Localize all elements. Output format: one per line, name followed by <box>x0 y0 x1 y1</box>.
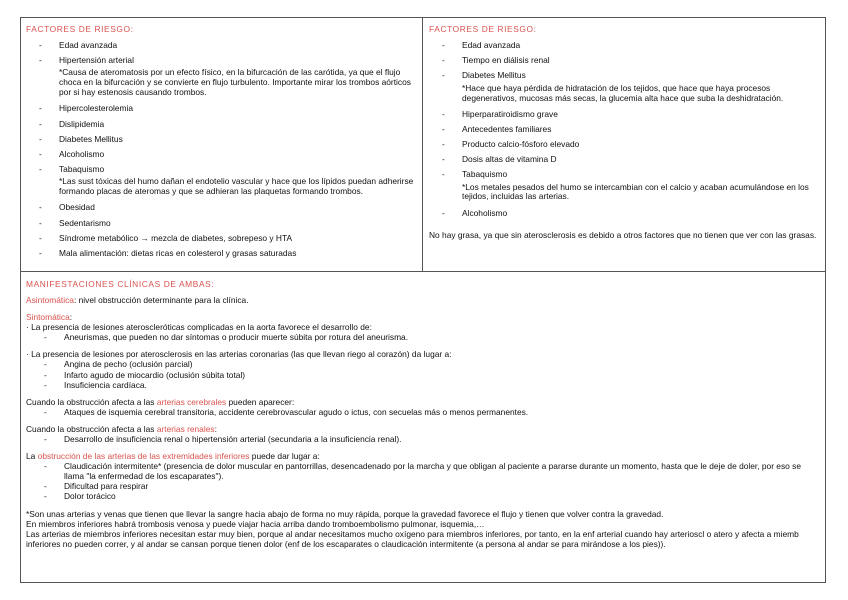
lower-pre: La <box>26 451 38 462</box>
cerebral-pre: Cuando la obstrucción afecta a las <box>26 396 157 407</box>
list-item: - Infarto agudo de miocardio (oclusión súbita total) <box>26 370 819 380</box>
symptomatic-label: Sintomática <box>26 312 70 323</box>
risk-list <box>26 202 416 258</box>
lower-post: puede dar lugar a: <box>249 451 320 462</box>
list-item: - Angina de pecho (oclusión parcial) <box>26 359 819 369</box>
footnote: Las arterias de miembros inferiores necesitan estar muy bien, porque al andar necesitamos mucho oxígeno para miembros inferiores, por tanto, en la enf arterial cuando hay arterioscl o atero y afecta a miemb inferiores no pueden correr, y al andar se cansan porque tienen dolor (enf de los escaparates o claudicación intermitente (a persona al andar se para mirándose a los pies)). <box>26 528 799 549</box>
list-item: - Dosis altas de vitamina D <box>429 154 819 164</box>
list-item: - Diabetes Mellitus <box>26 134 416 144</box>
risk-factors-table <box>21 18 825 272</box>
cerebral-intro <box>26 397 819 407</box>
list-item: - Hiperparatiroidismo grave <box>429 109 819 119</box>
footnote: En miembros inferiores habrá trombosis venosa y puede viajar hacia arriba dando tromboembolismo pulmonar, isquemia,… <box>26 519 485 530</box>
risk-list <box>26 40 416 65</box>
lower-limbs-list <box>26 461 819 501</box>
list-item: - Mala alimentación: dietas ricas en colesterol y grasas saturadas <box>26 248 416 258</box>
footnotes <box>26 510 819 549</box>
list-item: - Hipertensión arterial <box>26 55 416 65</box>
list-item: - Edad avanzada <box>429 40 819 50</box>
asymptomatic-text: : nivel obstrucción determinante para la clínica. <box>73 295 249 306</box>
note-smoking: *Las sust tóxicas del humo dañan el endotelio vascular y hace que los lípidos puedan adherirse formando placas de ateromas y que se adhieran las plaquetas formando trombos. <box>59 176 414 197</box>
no-fat-note: No hay grasa, ya que sin aterosclerosis es debido a otros factores que no tienen que ver con las grasas. <box>429 229 817 240</box>
list-item: - Producto calcio-fósforo elevado <box>429 139 819 149</box>
renal-pre: Cuando la obstrucción afecta a las <box>26 423 157 434</box>
symptomatic-colon: : <box>69 312 73 323</box>
list-item: - Hipercolesterolemia <box>26 103 416 113</box>
asymptomatic-label: Asintomática <box>26 295 74 306</box>
note-smoking: *Los metales pesados del humo se intercambian con el calcio y acaban acumulándose en los tejidos, incluidas las arterias. <box>462 181 809 202</box>
list-item: - Sedentarismo <box>26 218 416 228</box>
renal-post: : <box>214 423 217 434</box>
list-item: - Dislipidemia <box>26 119 416 129</box>
section-title: MANIFESTACIONES CLÍNICAS DE AMBAS: <box>26 279 215 289</box>
risk-list <box>26 103 416 174</box>
list-item: - Aneurismas, que pueden no dar síntomas o producir muerte súbita por rotura del aneurisma. <box>26 332 819 342</box>
note-diabetes: *Hace que haya pérdida de hidratación de los tejidos, que hace que haya procesos degenerativos, mucosas más secas, la glucemia alta hace que suba la deshidratación. <box>462 82 784 103</box>
risk-factors-arteriosclerosis <box>423 18 825 271</box>
list-item: - Desarrollo de insuficiencia renal o hipertensión arterial (secundaria a la insuficiencia renal). <box>26 434 819 444</box>
list-item: - Ataques de isquemia cerebral transitoria, accidente cerebrovascular agudo o ictus, con secuelas más o menos permanentes. <box>26 407 819 417</box>
footnote: *Son unas arterias y venas que tienen que llevar la sangre hacia abajo de forma no muy rápida, porque la gravedad favorece el flujo y tienen que volver contra la gravedad. <box>26 509 664 520</box>
list-item: - Dificultad para respirar <box>26 481 819 491</box>
lower-limbs-intro <box>26 451 819 461</box>
list-item: - Tiempo en diálisis renal <box>429 55 819 65</box>
list-item: - Diabetes Mellitus <box>429 70 819 80</box>
risk-list <box>429 109 819 180</box>
list-item: - Tabaquismo <box>26 164 416 174</box>
cerebral-post: pueden aparecer: <box>226 396 295 407</box>
symptomatic-line <box>26 312 819 322</box>
list-item: - Alcoholismo <box>429 208 819 218</box>
section-title: FACTORES DE RIESGO: <box>429 24 537 34</box>
aorta-intro: · La presencia de lesiones ateroscleróticas complicadas en la aorta favorece el desarrollo de: <box>26 322 372 333</box>
lower-limb-arteries: obstrucción de las arterias de las extremidades inferiores <box>37 451 250 462</box>
coronary-intro: · La presencia de lesiones por aterosclerosis en las arterias coronarias (las que llevan riego al corazón) da lugar a: <box>26 349 452 360</box>
renal-arteries: arterias renales <box>156 423 215 434</box>
list-item: - Claudicación intermitente* (presencia de dolor muscular en pantorrillas, desencadenado por la marcha y que obligan al paciente a pararse durante un momento, hasta que le deje de doler, por eso se llama "la enfermedad de los escaparates"). <box>26 461 819 481</box>
coronary-list <box>26 359 819 389</box>
cerebral-arteries: arterias cerebrales <box>156 396 227 407</box>
list-item: - Dolor torácico <box>26 491 819 501</box>
cerebral-list <box>26 407 819 417</box>
asymptomatic-line <box>26 295 819 305</box>
section-title: FACTORES DE RIESGO: <box>26 24 134 34</box>
risk-list <box>429 40 819 80</box>
risk-factors-atherosclerosis <box>21 18 423 271</box>
document-page <box>20 17 826 583</box>
renal-list <box>26 434 819 444</box>
list-item: - Edad avanzada <box>26 40 416 50</box>
note-hypertension: *Causa de ateromatosis por un efecto físico, en la bifurcación de las carótida, ya que el flujo choca en la bifurcación y se convierte en flujo turbulento. Importante mirar los trombos aórticos por si hay estenosis causando trombos. <box>59 67 411 98</box>
renal-intro <box>26 424 819 434</box>
list-item: - Insuficiencia cardíaca. <box>26 380 819 390</box>
risk-list <box>429 208 819 218</box>
list-item: - Obesidad <box>26 202 416 212</box>
clinical-manifestations <box>21 272 825 549</box>
list-item: - Síndrome metabólico → mezcla de diabetes, sobrepeso y HTA <box>26 233 416 243</box>
list-item: - Alcoholismo <box>26 149 416 159</box>
list-item: - Antecedentes familiares <box>429 124 819 134</box>
aorta-list <box>26 332 819 342</box>
list-item: - Tabaquismo <box>429 169 819 179</box>
